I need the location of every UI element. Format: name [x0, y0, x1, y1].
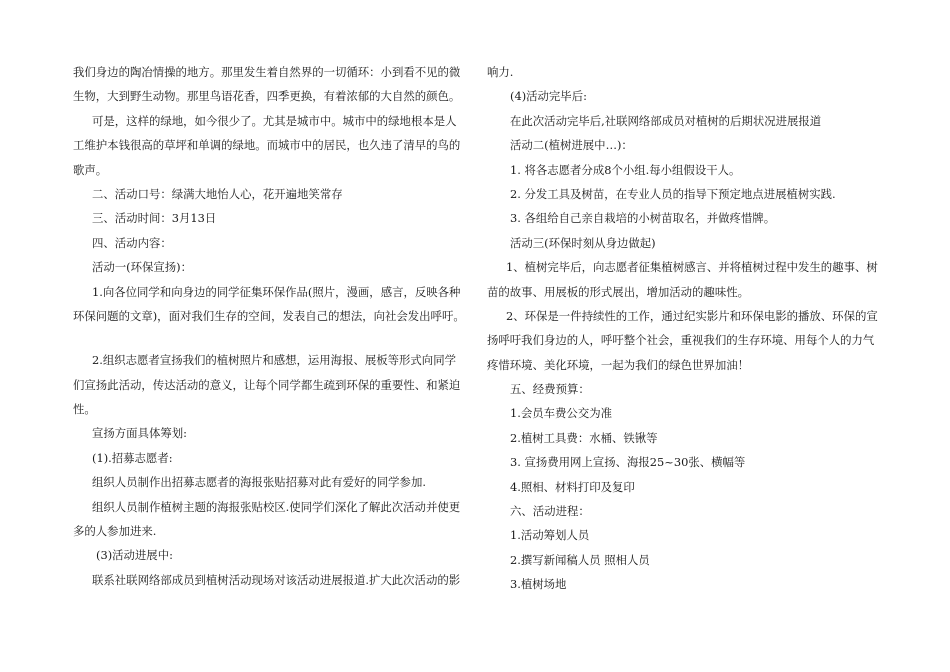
- text-line: 在此次活动完毕后,社联网络部成员对植树的后期状况进展报道: [510, 113, 822, 128]
- text-line: 可是，这样的绿地，如今很少了。尤其是城市中。城市中的绿地根本是人: [92, 113, 457, 128]
- text-line: 生物，大到野生动物。那里鸟语花香，四季更换，有着浓郁的大自然的颜色。: [73, 89, 461, 104]
- text-line: 环保问题的文章)，面对我们生存的空间，发表自己的想法，向社会发出呼吁。: [73, 308, 465, 323]
- text-line: 2.撰写新闻稿人员 照相人员: [510, 552, 650, 567]
- text-line: 性。: [73, 402, 96, 417]
- text-line: 1.会员车费公交为准: [510, 406, 612, 421]
- text-line: 1.向各位同学和向身边的同学征集环保作品(照片，漫画，感言，反映各种: [92, 284, 461, 299]
- text-line: 疼惜环境、美化环境，一起为我们的绿色世界加油！: [487, 357, 749, 372]
- text-line: 歌声。: [73, 162, 108, 177]
- text-line: 们宣扬此活动，传达活动的意义，让每个同学都生疏到环保的重要性、和紧迫: [73, 377, 461, 392]
- text-line: 扬呼吁我们身边的人，呼吁整个社会，重视我们的生存环境、用每个人的力气: [487, 333, 875, 348]
- text-line: 3. 宣扬费用网上宣扬、海报25~30张、横幅等: [510, 455, 746, 470]
- text-line: 五、经费预算：: [510, 382, 590, 397]
- text-line: 活动二(植树进展中…)：: [510, 138, 633, 153]
- text-line: 4.照相、材料打印及复印: [510, 479, 635, 494]
- text-line: 1、植树完毕后，向志愿者征集植树感言、并将植树过程中发生的趣事、树: [506, 260, 878, 275]
- text-line: (4)活动完毕后:: [510, 89, 587, 104]
- text-line: 3.植树场地: [510, 577, 567, 592]
- text-line: (3)活动进展中:: [96, 548, 173, 563]
- text-line: 工维护本钱很高的草坪和单调的绿地。而城市中的居民，也久违了清早的鸟的: [73, 138, 461, 153]
- text-line: 2.植树工具费：水桶、铁锹等: [510, 430, 658, 445]
- text-line: 1.活动筹划人员: [510, 528, 590, 543]
- text-line: 活动一(环保宣扬)：: [92, 260, 193, 275]
- text-line: 组织人员制作出招募志愿者的海报张贴招募对此有爱好的同学参加.: [92, 475, 426, 490]
- text-line: 三、活动时间：3月13日: [92, 211, 217, 226]
- text-line: 二、活动口号：绿满大地怡人心，花开遍地笑常存: [92, 186, 343, 201]
- text-line: 2. 分发工具及树苗，在专业人员的指导下预定地点进展植树实践.: [510, 186, 836, 201]
- text-line: 2、环保是一件持续性的工作，通过纪实影片和环保电影的播放、环保的宣: [506, 308, 878, 323]
- text-line: 四、活动内容：: [92, 235, 172, 250]
- text-line: 组织人员制作植树主题的海报张贴校区.使同学们深化了解此次活动并使更: [92, 499, 461, 514]
- text-line: [73, 328, 463, 348]
- text-line: 2.组织志愿者宣扬我们的植树照片和感想，运用海报、展板等形式向同学: [92, 353, 456, 368]
- text-line: 3. 各组给自己亲自栽培的小树苗取名，并做疼惜牌。: [510, 211, 776, 226]
- text-line: 响力.: [487, 65, 514, 79]
- text-line: 活动三(环保时刻从身边做起): [510, 235, 656, 250]
- left-text-column: [73, 60, 463, 592]
- text-line: 六、活动进程：: [510, 504, 590, 519]
- text-line: 联系社联网络部成员到植树活动现场对该活动进展报道.扩大此次活动的影: [92, 572, 461, 587]
- text-line: 我们身边的陶冶情操的地方。那里发生着自然界的一切循环：小到看不见的微: [73, 65, 461, 79]
- text-line: 苗的故事、用展板的形式展出，增加活动的趣味性。: [487, 284, 749, 299]
- text-line: 1. 将各志愿者分成8个小组.每小组假设干人。: [510, 162, 741, 177]
- right-text-column: [487, 60, 877, 597]
- text-line: (1).招募志愿者:: [92, 450, 173, 465]
- text-line: 宣扬方面具体筹划:: [92, 426, 187, 441]
- text-line: 多的人参加进来.: [73, 524, 157, 539]
